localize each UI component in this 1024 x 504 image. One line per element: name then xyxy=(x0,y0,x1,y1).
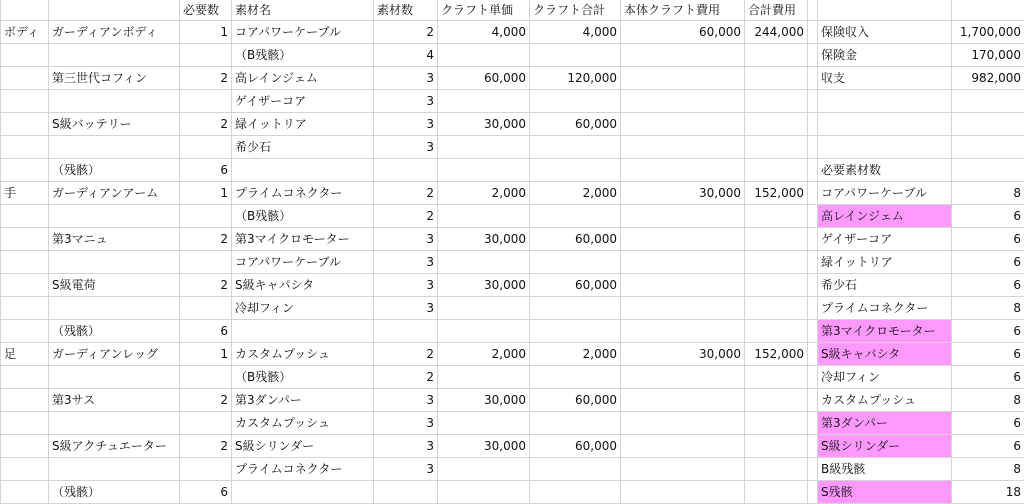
cell-summary-label[interactable]: 希少石 xyxy=(818,274,952,297)
cell-total-cost[interactable] xyxy=(745,297,808,320)
cell-material-name[interactable]: 希少石 xyxy=(232,136,374,159)
cell-craft-total[interactable]: 60,000 xyxy=(530,389,621,412)
cell-material-name[interactable]: （B残骸） xyxy=(232,205,374,228)
cell-total-cost[interactable] xyxy=(745,136,808,159)
cell-divider[interactable] xyxy=(808,412,818,435)
cell-craft-unit-price[interactable] xyxy=(438,44,530,67)
cell-part[interactable] xyxy=(1,481,49,504)
cell-craft-unit-price[interactable]: 30,000 xyxy=(438,389,530,412)
cell-divider[interactable] xyxy=(808,274,818,297)
cell-required-qty[interactable]: 2 xyxy=(180,67,232,90)
cell-craft-total[interactable] xyxy=(530,205,621,228)
cell-material-name[interactable]: （B残骸） xyxy=(232,44,374,67)
cell-summary-label[interactable]: B級残骸 xyxy=(818,458,952,481)
cell-summary-value[interactable]: 8 xyxy=(952,182,1024,205)
header-body-craft-cost[interactable]: 本体クラフト費用 xyxy=(621,0,745,21)
cell-part[interactable] xyxy=(1,458,49,481)
cell-summary-label[interactable]: コアパワーケーブル xyxy=(818,182,952,205)
cell-material-name[interactable]: プライムコネクター xyxy=(232,458,374,481)
cell-total-cost[interactable]: 152,000 xyxy=(745,182,808,205)
cell-summary-value[interactable]: 6 xyxy=(952,343,1024,366)
cell-divider[interactable] xyxy=(808,320,818,343)
cell-summary-value[interactable]: 8 xyxy=(952,458,1024,481)
cell-divider[interactable] xyxy=(808,389,818,412)
cell-part[interactable] xyxy=(1,90,49,113)
cell-body-craft-cost[interactable] xyxy=(621,412,745,435)
cell-total-cost[interactable] xyxy=(745,389,808,412)
cell-part[interactable] xyxy=(1,320,49,343)
cell-required-qty[interactable]: 2 xyxy=(180,228,232,251)
table-row xyxy=(1,228,1024,251)
cell-craft-total[interactable] xyxy=(530,481,621,504)
cell-summary-label[interactable]: S級キャパシタ xyxy=(818,343,952,366)
cell-divider[interactable] xyxy=(808,297,818,320)
cell-component[interactable]: S級アクチュエーター xyxy=(49,435,180,458)
cell-craft-total[interactable] xyxy=(530,320,621,343)
cell-required-qty[interactable] xyxy=(180,90,232,113)
cell-summary-label[interactable]: 保険収入 xyxy=(818,21,952,44)
cell-component[interactable] xyxy=(49,90,180,113)
cell-craft-unit-price[interactable] xyxy=(438,320,530,343)
cell-divider[interactable] xyxy=(808,136,818,159)
cell-material-qty[interactable]: 3 xyxy=(374,67,438,90)
cell-summary-value[interactable]: 170,000 xyxy=(952,44,1024,67)
cell-total-cost[interactable] xyxy=(745,251,808,274)
cell-craft-unit-price[interactable]: 30,000 xyxy=(438,113,530,136)
cell-body-craft-cost[interactable] xyxy=(621,113,745,136)
cell-craft-unit-price[interactable] xyxy=(438,251,530,274)
cell-craft-unit-price[interactable]: 2,000 xyxy=(438,343,530,366)
cell-part[interactable] xyxy=(1,389,49,412)
cell-part[interactable] xyxy=(1,366,49,389)
table-row xyxy=(1,343,1024,366)
cell-craft-unit-price[interactable]: 2,000 xyxy=(438,182,530,205)
cell-material-name[interactable] xyxy=(232,481,374,504)
cell-component[interactable]: ガーディアンボディ xyxy=(49,21,180,44)
cell-divider[interactable] xyxy=(808,90,818,113)
cell-divider[interactable] xyxy=(808,481,818,504)
cell-material-name[interactable] xyxy=(232,320,374,343)
cell-required-qty[interactable]: 6 xyxy=(180,159,232,182)
cell-component[interactable]: 第三世代コフィン xyxy=(49,67,180,90)
cell-total-cost[interactable] xyxy=(745,412,808,435)
cell-summary-label[interactable] xyxy=(818,136,952,159)
cell-summary-label[interactable]: プライムコネクター xyxy=(818,297,952,320)
cell-material-name[interactable]: 冷却フィン xyxy=(232,297,374,320)
cell-component[interactable] xyxy=(49,251,180,274)
table-row xyxy=(1,159,1024,182)
cell-required-qty[interactable] xyxy=(180,412,232,435)
cell-part[interactable] xyxy=(1,297,49,320)
cell-component[interactable]: 第3サス xyxy=(49,389,180,412)
header-craft-unit-price[interactable]: クラフト単価 xyxy=(438,0,530,21)
cell-craft-total[interactable] xyxy=(530,90,621,113)
cell-part[interactable] xyxy=(1,44,49,67)
cell-material-qty[interactable]: 3 xyxy=(374,113,438,136)
cell-component[interactable] xyxy=(49,297,180,320)
cell-total-cost[interactable] xyxy=(745,228,808,251)
cell-body-craft-cost[interactable] xyxy=(621,251,745,274)
cell-component[interactable]: ガーディアンレッグ xyxy=(49,343,180,366)
header-material-qty[interactable]: 素材数 xyxy=(374,0,438,21)
cell-craft-total[interactable] xyxy=(530,251,621,274)
cell-summary-value[interactable]: 6 xyxy=(952,366,1024,389)
cell-body-craft-cost[interactable] xyxy=(621,389,745,412)
cell-summary-label[interactable]: カスタムプッシュ xyxy=(818,389,952,412)
cell-required-qty[interactable] xyxy=(180,366,232,389)
cell-material-qty[interactable]: 3 xyxy=(374,458,438,481)
cell-summary-label[interactable]: S級シリンダー xyxy=(818,435,952,458)
cell-craft-total[interactable] xyxy=(530,297,621,320)
cell-total-cost[interactable] xyxy=(745,67,808,90)
cell-divider[interactable] xyxy=(808,44,818,67)
cell-component[interactable] xyxy=(49,136,180,159)
header-component[interactable] xyxy=(49,0,180,21)
table-row xyxy=(1,205,1024,228)
cell-summary-label[interactable]: 必要素材数 xyxy=(818,159,952,182)
cell-summary-value[interactable]: 6 xyxy=(952,205,1024,228)
cell-material-qty[interactable] xyxy=(374,159,438,182)
cell-total-cost[interactable] xyxy=(745,90,808,113)
cell-summary-label[interactable]: 緑イットリア xyxy=(818,251,952,274)
cell-required-qty[interactable] xyxy=(180,297,232,320)
cell-craft-unit-price[interactable] xyxy=(438,481,530,504)
cell-material-qty[interactable] xyxy=(374,320,438,343)
cell-total-cost[interactable] xyxy=(745,435,808,458)
cell-required-qty[interactable] xyxy=(180,136,232,159)
cell-component[interactable] xyxy=(49,205,180,228)
table-row xyxy=(1,481,1024,504)
cell-craft-unit-price[interactable]: 30,000 xyxy=(438,435,530,458)
cell-body-craft-cost[interactable] xyxy=(621,481,745,504)
cell-required-qty[interactable] xyxy=(180,205,232,228)
cell-material-name[interactable] xyxy=(232,159,374,182)
cell-material-name[interactable]: コアパワーケーブル xyxy=(232,21,374,44)
cell-body-craft-cost[interactable] xyxy=(621,274,745,297)
cell-component[interactable]: （残骸） xyxy=(49,159,180,182)
cell-material-qty[interactable]: 3 xyxy=(374,389,438,412)
cell-material-qty[interactable]: 3 xyxy=(374,297,438,320)
cell-component[interactable]: ガーディアンアーム xyxy=(49,182,180,205)
header-summary-value[interactable] xyxy=(952,0,1024,21)
cell-material-qty[interactable]: 3 xyxy=(374,274,438,297)
cell-craft-unit-price[interactable] xyxy=(438,458,530,481)
cell-summary-value[interactable]: 6 xyxy=(952,412,1024,435)
cell-body-craft-cost[interactable] xyxy=(621,458,745,481)
cell-divider[interactable] xyxy=(808,182,818,205)
cell-summary-value[interactable]: 8 xyxy=(952,297,1024,320)
cell-part[interactable] xyxy=(1,136,49,159)
cell-craft-total[interactable]: 60,000 xyxy=(530,228,621,251)
cell-material-name[interactable]: 緑イットリア xyxy=(232,113,374,136)
cell-summary-label[interactable]: 保険金 xyxy=(818,44,952,67)
cell-material-name[interactable]: ゲイザーコア xyxy=(232,90,374,113)
cell-craft-unit-price[interactable] xyxy=(438,205,530,228)
table-row xyxy=(1,366,1024,389)
cell-total-cost[interactable] xyxy=(745,159,808,182)
cell-divider[interactable] xyxy=(808,159,818,182)
cell-required-qty[interactable]: 2 xyxy=(180,389,232,412)
cell-divider[interactable] xyxy=(808,366,818,389)
cell-divider[interactable] xyxy=(808,67,818,90)
cell-divider[interactable] xyxy=(808,21,818,44)
cell-summary-label[interactable]: 高レインジェム xyxy=(818,205,952,228)
cell-summary-label[interactable]: 収支 xyxy=(818,67,952,90)
cell-part[interactable]: 足 xyxy=(1,343,49,366)
cell-material-name[interactable]: プライムコネクター xyxy=(232,182,374,205)
table-row xyxy=(1,435,1024,458)
cell-required-qty[interactable]: 2 xyxy=(180,113,232,136)
table-row xyxy=(1,67,1024,90)
cell-required-qty[interactable]: 1 xyxy=(180,343,232,366)
cell-summary-value[interactable]: 1,700,000 xyxy=(952,21,1024,44)
cell-body-craft-cost[interactable] xyxy=(621,228,745,251)
cell-part[interactable] xyxy=(1,435,49,458)
cell-body-craft-cost[interactable] xyxy=(621,320,745,343)
cell-required-qty[interactable]: 2 xyxy=(180,435,232,458)
cell-craft-total[interactable] xyxy=(530,366,621,389)
cell-material-qty[interactable]: 3 xyxy=(374,251,438,274)
cell-required-qty[interactable]: 6 xyxy=(180,320,232,343)
cell-summary-value[interactable] xyxy=(952,90,1024,113)
cell-summary-label[interactable]: 第3ダンパー xyxy=(818,412,952,435)
cell-part[interactable] xyxy=(1,412,49,435)
cell-total-cost[interactable] xyxy=(745,481,808,504)
header-summary-label[interactable] xyxy=(818,0,952,21)
cell-material-qty[interactable]: 3 xyxy=(374,435,438,458)
table-row xyxy=(1,182,1024,205)
cell-craft-unit-price[interactable]: 4,000 xyxy=(438,21,530,44)
table-row xyxy=(1,44,1024,67)
cell-craft-total[interactable] xyxy=(530,44,621,67)
cell-component[interactable] xyxy=(49,458,180,481)
cell-summary-value[interactable]: 8 xyxy=(952,389,1024,412)
header-row xyxy=(1,0,1024,21)
cell-craft-unit-price[interactable] xyxy=(438,159,530,182)
cell-craft-total[interactable]: 2,000 xyxy=(530,182,621,205)
table-row xyxy=(1,113,1024,136)
table-row xyxy=(1,297,1024,320)
cell-craft-unit-price[interactable]: 30,000 xyxy=(438,274,530,297)
cell-summary-value[interactable]: 982,000 xyxy=(952,67,1024,90)
cell-total-cost[interactable] xyxy=(745,458,808,481)
cell-craft-unit-price[interactable] xyxy=(438,412,530,435)
cell-summary-label[interactable] xyxy=(818,90,952,113)
cell-summary-value[interactable]: 18 xyxy=(952,481,1024,504)
cell-material-name[interactable]: カスタムプッシュ xyxy=(232,412,374,435)
cell-divider[interactable] xyxy=(808,458,818,481)
cell-part[interactable] xyxy=(1,228,49,251)
cell-summary-value[interactable]: 6 xyxy=(952,320,1024,343)
cell-divider[interactable] xyxy=(808,343,818,366)
cell-part[interactable] xyxy=(1,251,49,274)
cell-total-cost[interactable] xyxy=(745,320,808,343)
cell-body-craft-cost[interactable] xyxy=(621,366,745,389)
cell-craft-total[interactable]: 120,000 xyxy=(530,67,621,90)
table-row xyxy=(1,274,1024,297)
cell-craft-unit-price[interactable] xyxy=(438,297,530,320)
header-part[interactable] xyxy=(1,0,49,21)
cell-summary-label[interactable]: ゲイザーコア xyxy=(818,228,952,251)
header-craft-total[interactable]: クラフト合計 xyxy=(530,0,621,21)
cell-component[interactable]: S級バッテリー xyxy=(49,113,180,136)
cell-craft-unit-price[interactable]: 30,000 xyxy=(438,228,530,251)
header-total-cost[interactable]: 合計費用 xyxy=(745,0,808,21)
header-divider[interactable] xyxy=(808,0,818,21)
cell-material-qty[interactable]: 2 xyxy=(374,366,438,389)
table-row xyxy=(1,251,1024,274)
cell-required-qty[interactable] xyxy=(180,44,232,67)
cell-summary-value[interactable]: 6 xyxy=(952,274,1024,297)
cell-craft-unit-price[interactable] xyxy=(438,136,530,159)
cell-craft-total[interactable]: 2,000 xyxy=(530,343,621,366)
cell-required-qty[interactable]: 1 xyxy=(180,182,232,205)
cell-total-cost[interactable]: 244,000 xyxy=(745,21,808,44)
cell-required-qty[interactable]: 6 xyxy=(180,481,232,504)
cell-component[interactable]: S級電荷 xyxy=(49,274,180,297)
cell-component[interactable] xyxy=(49,366,180,389)
cell-component[interactable] xyxy=(49,412,180,435)
cell-summary-label[interactable]: S残骸 xyxy=(818,481,952,504)
cell-summary-value[interactable]: 6 xyxy=(952,228,1024,251)
cell-material-name[interactable]: 第3マイクロモーター xyxy=(232,228,374,251)
cell-body-craft-cost[interactable]: 60,000 xyxy=(621,21,745,44)
table-row xyxy=(1,90,1024,113)
cell-total-cost[interactable] xyxy=(745,274,808,297)
table-row xyxy=(1,389,1024,412)
cell-craft-unit-price[interactable] xyxy=(438,366,530,389)
cell-part[interactable] xyxy=(1,67,49,90)
cell-material-name[interactable]: （B残骸） xyxy=(232,366,374,389)
cell-craft-total[interactable] xyxy=(530,412,621,435)
cell-material-name[interactable]: S級シリンダー xyxy=(232,435,374,458)
cell-part[interactable]: ボディ xyxy=(1,21,49,44)
cell-part[interactable]: 手 xyxy=(1,182,49,205)
cell-required-qty[interactable]: 2 xyxy=(180,274,232,297)
cell-total-cost[interactable] xyxy=(745,44,808,67)
cell-summary-value[interactable] xyxy=(952,136,1024,159)
cell-material-qty[interactable]: 3 xyxy=(374,228,438,251)
cell-component[interactable]: （残骸） xyxy=(49,481,180,504)
cell-total-cost[interactable] xyxy=(745,366,808,389)
table-row xyxy=(1,136,1024,159)
cell-total-cost[interactable] xyxy=(745,205,808,228)
table-row xyxy=(1,21,1024,44)
header-required-qty[interactable]: 必要数 xyxy=(180,0,232,21)
cell-material-qty[interactable]: 4 xyxy=(374,44,438,67)
cell-divider[interactable] xyxy=(808,251,818,274)
cell-material-qty[interactable]: 3 xyxy=(374,90,438,113)
cell-craft-total[interactable] xyxy=(530,136,621,159)
cell-craft-total[interactable]: 60,000 xyxy=(530,435,621,458)
cell-body-craft-cost[interactable] xyxy=(621,136,745,159)
cell-summary-value[interactable] xyxy=(952,159,1024,182)
cell-component[interactable]: 第3マニュ xyxy=(49,228,180,251)
cell-part[interactable] xyxy=(1,205,49,228)
cell-part[interactable] xyxy=(1,159,49,182)
cell-summary-label[interactable] xyxy=(818,113,952,136)
cell-required-qty[interactable]: 1 xyxy=(180,21,232,44)
cell-material-name[interactable]: コアパワーケーブル xyxy=(232,251,374,274)
cell-material-qty[interactable]: 3 xyxy=(374,412,438,435)
cell-material-qty[interactable]: 2 xyxy=(374,205,438,228)
cell-craft-total[interactable] xyxy=(530,159,621,182)
cell-material-qty[interactable]: 2 xyxy=(374,182,438,205)
cell-material-name[interactable]: S級キャパシタ xyxy=(232,274,374,297)
cell-body-craft-cost[interactable] xyxy=(621,435,745,458)
cell-summary-label[interactable]: 冷却フィン xyxy=(818,366,952,389)
cell-divider[interactable] xyxy=(808,205,818,228)
cell-component[interactable] xyxy=(49,44,180,67)
cell-material-name[interactable]: 高レインジェム xyxy=(232,67,374,90)
cell-divider[interactable] xyxy=(808,228,818,251)
cell-summary-value[interactable] xyxy=(952,113,1024,136)
cell-summary-value[interactable]: 6 xyxy=(952,251,1024,274)
cell-material-qty[interactable]: 2 xyxy=(374,21,438,44)
cell-total-cost[interactable] xyxy=(745,113,808,136)
cell-body-craft-cost[interactable] xyxy=(621,67,745,90)
cell-material-qty[interactable] xyxy=(374,481,438,504)
table-row xyxy=(1,412,1024,435)
cell-craft-unit-price[interactable]: 60,000 xyxy=(438,67,530,90)
cell-body-craft-cost[interactable] xyxy=(621,90,745,113)
cell-material-qty[interactable]: 2 xyxy=(374,343,438,366)
cell-divider[interactable] xyxy=(808,435,818,458)
cell-required-qty[interactable] xyxy=(180,458,232,481)
cell-body-craft-cost[interactable] xyxy=(621,297,745,320)
cell-summary-label[interactable]: 第3マイクロモーター xyxy=(818,320,952,343)
cell-part[interactable] xyxy=(1,274,49,297)
cell-part[interactable] xyxy=(1,113,49,136)
cell-divider[interactable] xyxy=(808,113,818,136)
table-row xyxy=(1,320,1024,343)
cell-craft-total[interactable] xyxy=(530,458,621,481)
cell-component[interactable]: （残骸） xyxy=(49,320,180,343)
cell-total-cost[interactable]: 152,000 xyxy=(745,343,808,366)
cell-body-craft-cost[interactable]: 30,000 xyxy=(621,182,745,205)
cell-body-craft-cost[interactable] xyxy=(621,205,745,228)
header-material-name[interactable]: 素材名 xyxy=(232,0,374,21)
cell-summary-value[interactable]: 6 xyxy=(952,435,1024,458)
cell-material-qty[interactable]: 3 xyxy=(374,136,438,159)
cell-craft-total[interactable]: 60,000 xyxy=(530,113,621,136)
cell-craft-total[interactable]: 60,000 xyxy=(530,274,621,297)
cell-material-name[interactable]: 第3ダンパー xyxy=(232,389,374,412)
cell-craft-unit-price[interactable] xyxy=(438,90,530,113)
cell-required-qty[interactable] xyxy=(180,251,232,274)
cell-body-craft-cost[interactable] xyxy=(621,44,745,67)
cell-body-craft-cost[interactable]: 30,000 xyxy=(621,343,745,366)
cell-material-name[interactable]: カスタムプッシュ xyxy=(232,343,374,366)
cell-body-craft-cost[interactable] xyxy=(621,159,745,182)
table-row xyxy=(1,458,1024,481)
cell-craft-total[interactable]: 4,000 xyxy=(530,21,621,44)
